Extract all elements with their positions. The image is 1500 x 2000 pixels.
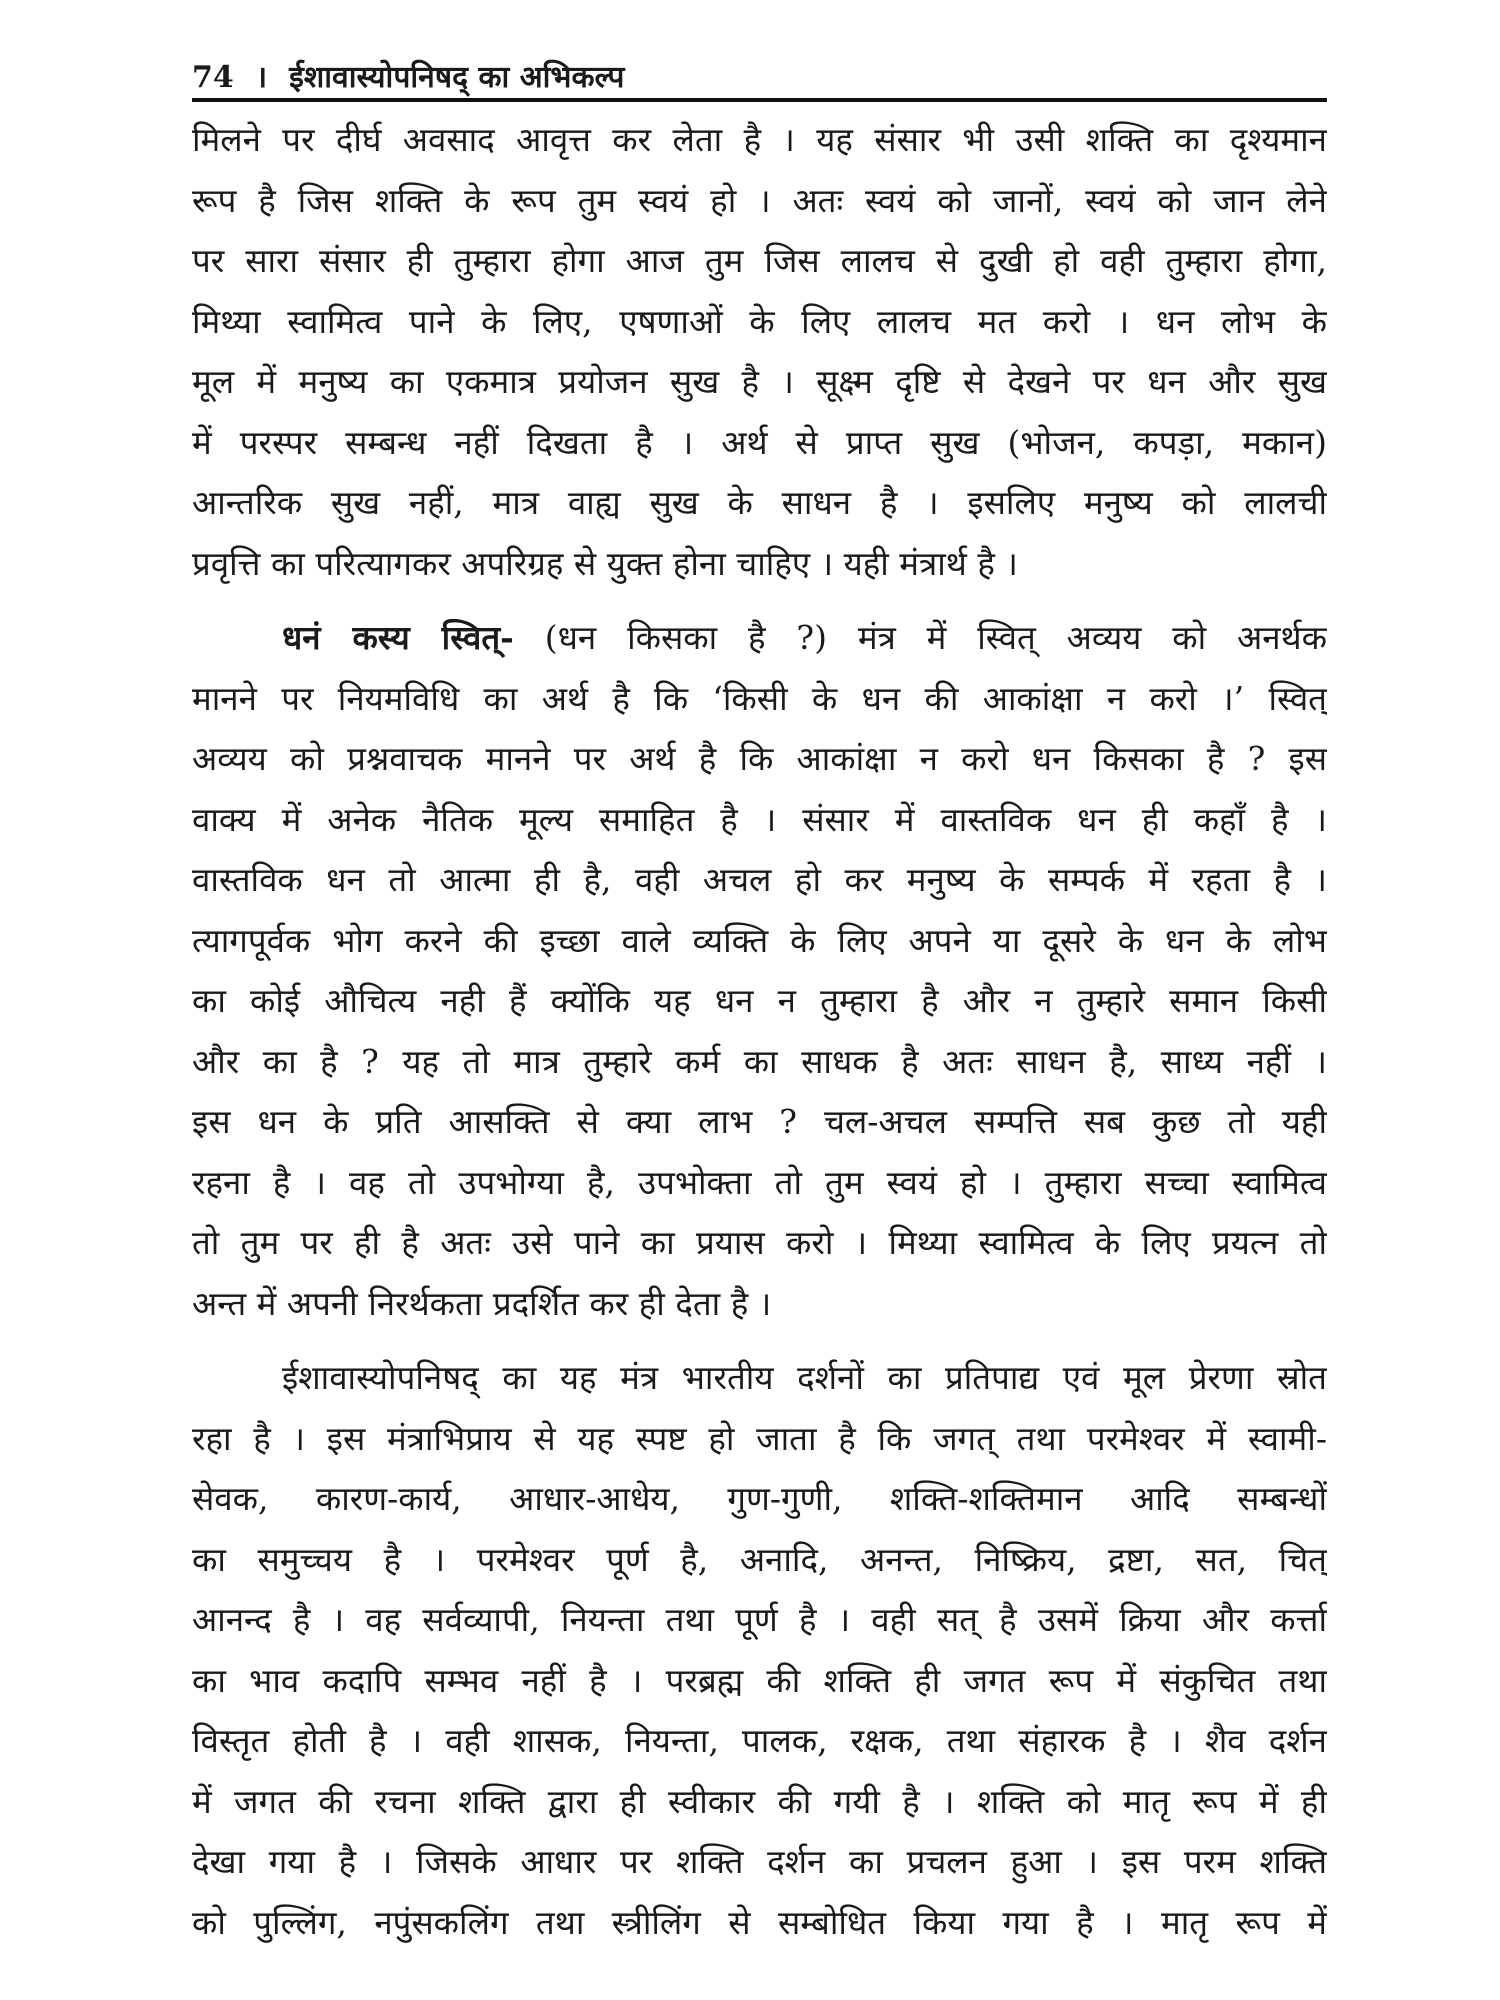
mantra-heading: धनं कस्य स्वित्- bbox=[282, 618, 514, 657]
text-line: प्रवृत्ति का परित्यागकर अपरिग्रह से युक्त होना चाहिए । यही मंत्रार्थ है । bbox=[192, 543, 1018, 583]
text-line: में परस्पर सम्बन्ध नहीं दिखता है । अर्थ से प्राप्त सुख (भोजन, कपड़ा, मकान) bbox=[192, 422, 1327, 462]
running-title: ईशावास्योपनिषद् का अभिकल्प bbox=[289, 60, 625, 95]
header-rule bbox=[192, 98, 1327, 102]
text-line: का भाव कदापि सम्भव नहीं है । परब्रह्म की शक्ति ही जगत रूप में संकुचित तथा bbox=[192, 1660, 1327, 1700]
text-line: आनन्द है । वह सर्वव्यापी, नियन्ता तथा पूर्ण है । वही सत् है उसमें क्रिया और कर्त्ता bbox=[192, 1600, 1327, 1639]
text-line: और का है ? यह तो मात्र तुम्हारे कर्म का साधक है अतः साधन है, साध्य नहीं । bbox=[192, 1041, 1327, 1081]
text-line: रूप है जिस शक्ति के रूप तुम स्वयं हो । अतः स्वयं को जानों, स्वयं को जान लेने bbox=[192, 180, 1327, 220]
text-line: ईशावास्योपनिषद् का यह मंत्र भारतीय दर्शनों का प्रतिपाद्य एवं मूल प्रेरणा स्रोत bbox=[282, 1358, 1327, 1397]
text-line: इस धन के प्रति आसक्ति से क्या लाभ ? चल-अचल सम्पत्ति सब कुछ तो यही bbox=[192, 1102, 1327, 1141]
page-number: 74 bbox=[192, 60, 234, 95]
text-line: तो तुम पर ही है अतः उसे पाने का प्रयास करो । मिथ्या स्वामित्व के लिए प्रयत्न तो bbox=[192, 1223, 1327, 1262]
text-line: का समुच्चय है । परमेश्वर पूर्ण है, अनादि, अनन्त, निष्क्रिय, द्रष्टा, सत, चित् bbox=[192, 1539, 1327, 1579]
text-line: रहना है । वह तो उपभोग्या है, उपभोक्ता तो तुम स्वयं हो । तुम्हारा सच्चा स्वामित्व bbox=[192, 1162, 1327, 1202]
text-line: मिथ्या स्वामित्व पाने के लिए, एषणाओं के लिए लालच मत करो । धन लोभ के bbox=[192, 301, 1327, 341]
running-header bbox=[192, 40, 1327, 98]
text-line: को पुल्लिंग, नपुंसकलिंग तथा स्त्रीलिंग से सम्बोधित किया गया है । मातृ रूप में bbox=[192, 1902, 1327, 1942]
text-line: त्यागपूर्वक भोग करने की इच्छा वाले व्यक्ति के लिए अपने या दूसरे के धन के लोभ bbox=[192, 920, 1327, 960]
text-line: रहा है । इस मंत्राभिप्राय से यह स्पष्ट हो जाता है कि जगत् तथा परमेश्वर में स्वामी- bbox=[192, 1418, 1327, 1458]
text-line: में जगत की रचना शक्ति द्वारा ही स्वीकार की गयी है । शक्ति को मातृ रूप में ही bbox=[192, 1781, 1327, 1821]
header-separator: । bbox=[255, 60, 268, 95]
text-line: वास्तविक धन तो आत्मा ही है, वही अचल हो कर मनुष्य के सम्पर्क में रहता है । bbox=[192, 860, 1327, 899]
text-line: मूल में मनुष्य का एकमात्र प्रयोजन सुख है । सूक्ष्म दृष्टि से देखने पर धन और सुख bbox=[192, 362, 1327, 401]
text-line: अव्यय को प्रश्नवाचक मानने पर अर्थ है कि आकांक्षा न करो धन किसका है ? इस bbox=[192, 739, 1327, 778]
text-line-lead bbox=[192, 608, 1327, 669]
paragraph-3 bbox=[192, 1348, 1327, 1953]
text-line: का कोई औचित्य नही हैं क्योंकि यह धन न तुम्हारा है और न तुम्हारे समान किसी bbox=[192, 981, 1327, 1020]
text-line: देखा गया है । जिसके आधार पर शक्ति दर्शन का प्रचलन हुआ । इस परम शक्ति bbox=[192, 1842, 1327, 1881]
paragraph-1 bbox=[192, 110, 1327, 594]
text-line: अन्त में अपनी निरर्थकता प्रदर्शित कर ही देता है । bbox=[192, 1283, 772, 1323]
text-line: मिलने पर दीर्घ अवसाद आवृत्त कर लेता है । यह संसार भी उसी शक्ति का दृश्यमान bbox=[192, 120, 1327, 159]
text-line: आन्तरिक सुख नहीं, मात्र वाह्य सुख के साधन है । इसलिए मनुष्य को लालची bbox=[192, 483, 1327, 522]
text-line: पर सारा संसार ही तुम्हारा होगा आज तुम जिस लालच से दुखी हो वही तुम्हारा होगा, bbox=[192, 241, 1327, 280]
lead-text: (धन किसका है ?) मंत्र में स्वित् अव्यय को अनर्थक bbox=[513, 618, 1327, 657]
text-line: विस्तृत होती है । वही शासक, नियन्ता, पालक, रक्षक, तथा संहारक है । शैव दर्शन bbox=[192, 1721, 1327, 1760]
text-line: सेवक, कारण-कार्य, आधार-आधेय, गुण-गुणी, शक्ति-शक्तिमान आदि सम्बन्धों bbox=[192, 1479, 1327, 1518]
text-line: वाक्य में अनेक नैतिक मूल्य समाहित है । संसार में वास्तविक धन ही कहाँ है । bbox=[192, 799, 1327, 839]
paragraph-2 bbox=[192, 608, 1327, 1334]
body-text bbox=[192, 110, 1327, 1953]
text-line: मानने पर नियमविधि का अर्थ है कि ‘किसी के धन की आकांक्षा न करो ।’ स्वित् bbox=[192, 678, 1327, 718]
